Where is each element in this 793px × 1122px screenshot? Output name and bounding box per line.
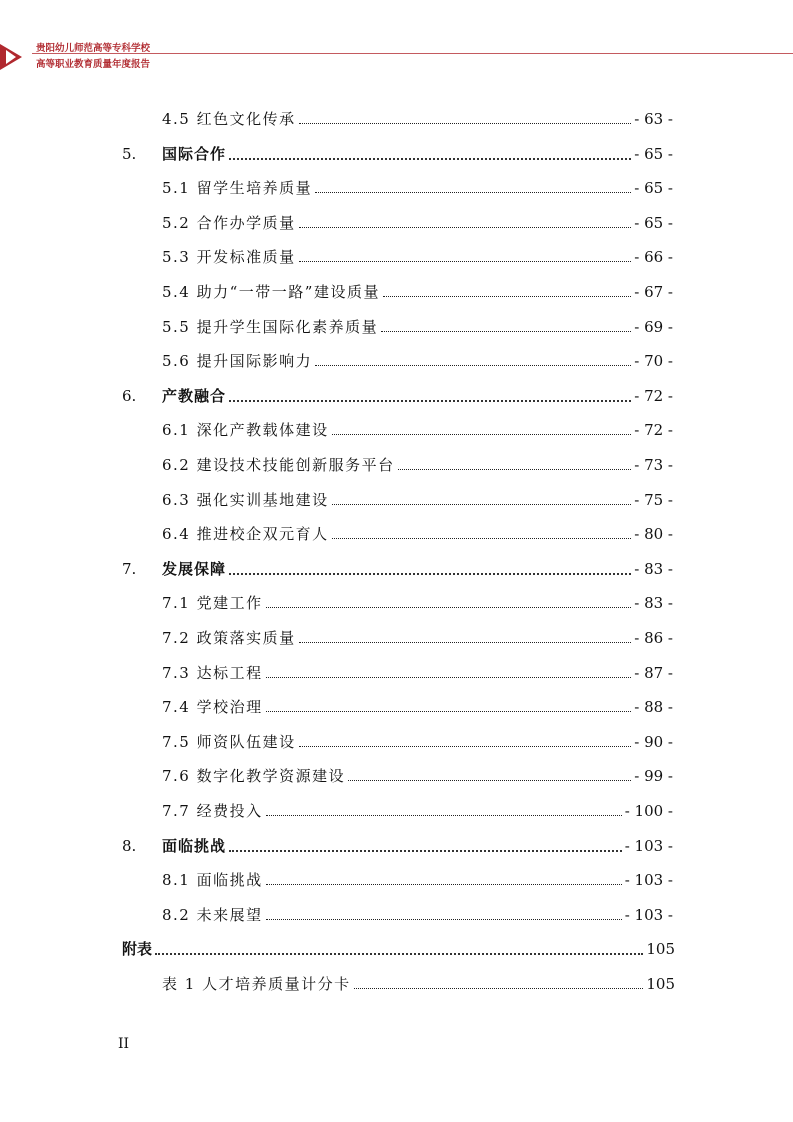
- toc-entry[interactable]: [162, 758, 673, 786]
- dot-leader: [299, 261, 632, 262]
- toc-page-number: - 65 -: [634, 179, 673, 198]
- toc-page-number: - 83 -: [634, 559, 673, 578]
- toc-chapter-number: 7.: [122, 559, 137, 578]
- toc-entry[interactable]: [162, 239, 673, 267]
- toc-entry[interactable]: [162, 689, 673, 717]
- toc-page-number: - 72 -: [634, 386, 673, 405]
- dot-leader: [332, 434, 632, 435]
- dot-leader: [266, 607, 632, 608]
- toc-title: 国际合作: [162, 144, 227, 163]
- toc-title: 5.6 提升国际影响力: [162, 352, 313, 371]
- page-header: [0, 38, 793, 74]
- toc-page-number: - 86 -: [634, 629, 673, 647]
- dot-leader: [266, 711, 632, 712]
- toc-entry[interactable]: [162, 724, 673, 752]
- toc-title: 5.2 合作办学质量: [162, 213, 296, 232]
- toc-entry[interactable]: [162, 793, 673, 821]
- toc-entry[interactable]: [162, 343, 673, 371]
- toc-entry[interactable]: [162, 966, 675, 994]
- dot-leader: [315, 192, 631, 193]
- toc-page-number: - 103 -: [624, 836, 673, 855]
- toc-title: 7.4 学校治理: [162, 698, 263, 717]
- toc-page-number: - 69 -: [634, 317, 673, 336]
- dot-leader: [348, 780, 631, 781]
- dot-leader: [266, 815, 622, 816]
- toc-entry[interactable]: [162, 516, 673, 544]
- dot-leader: [332, 538, 632, 539]
- dot-leader: [299, 227, 632, 228]
- toc-title: 6.1 深化产教载体建设: [162, 421, 329, 440]
- toc-page-number: - 73 -: [634, 456, 673, 474]
- toc-page-number: - 70 -: [634, 352, 673, 371]
- toc-title: 附表: [122, 940, 153, 959]
- toc-page-number: - 87 -: [634, 663, 673, 682]
- toc-page-number: - 99 -: [634, 767, 673, 786]
- toc-page-number: - 103 -: [624, 871, 673, 890]
- dot-leader: [266, 884, 622, 885]
- dot-leader: [229, 158, 631, 160]
- toc-page-number: - 83 -: [634, 594, 673, 613]
- toc-chapter-entry[interactable]: [122, 828, 673, 856]
- toc-entry[interactable]: [162, 101, 673, 129]
- toc-entry[interactable]: [162, 412, 673, 440]
- toc-title: 5.1 留学生培养质量: [162, 179, 313, 198]
- dot-leader: [266, 677, 632, 678]
- toc-title: 7.6 数字化教学资源建设: [162, 767, 346, 786]
- dot-leader: [229, 400, 631, 402]
- toc-page-number: - 75 -: [634, 490, 673, 509]
- toc-page-number: 105: [646, 975, 675, 993]
- toc-title: 8.2 未来展望: [162, 905, 263, 924]
- toc-title: 5.3 开发标准质量: [162, 248, 296, 267]
- toc-title: 6.2 建设技术技能创新服务平台: [162, 456, 395, 474]
- toc-entry[interactable]: [162, 309, 673, 337]
- toc-title: 5.5 提升学生国际化素养质量: [162, 317, 379, 336]
- dot-leader: [299, 746, 632, 747]
- dot-leader: [229, 850, 622, 852]
- toc-title: 7.1 党建工作: [162, 594, 263, 613]
- dot-leader: [354, 988, 644, 989]
- toc-entry[interactable]: [162, 897, 673, 925]
- toc-title: 面临挑战: [162, 836, 227, 855]
- report-title: 高等职业教育质量年度报告: [36, 59, 151, 70]
- toc-page-number: - 67 -: [634, 283, 673, 301]
- toc-page-number: - 90 -: [634, 732, 673, 751]
- toc-title: 5.4 助力“一带一路”建设质量: [162, 283, 380, 301]
- toc-entry[interactable]: [162, 655, 673, 683]
- dot-leader: [266, 919, 622, 920]
- toc-entry[interactable]: [162, 482, 673, 510]
- toc-title: 7.2 政策落实质量: [162, 629, 296, 647]
- toc-chapter-number: 6.: [122, 386, 137, 405]
- toc-page-number: - 66 -: [634, 248, 673, 267]
- page-number: II: [118, 1036, 130, 1052]
- dot-leader: [398, 469, 632, 470]
- toc-chapter-entry[interactable]: [122, 136, 673, 164]
- toc-page-number: - 103 -: [624, 905, 673, 924]
- dot-leader: [299, 642, 632, 643]
- toc-entry[interactable]: [162, 585, 673, 613]
- dot-leader: [299, 123, 632, 124]
- toc-entry[interactable]: [162, 274, 673, 302]
- toc-page-number: - 88 -: [634, 698, 673, 717]
- toc-page-number: 105: [646, 940, 675, 959]
- school-name: 贵阳幼儿师范高等专科学校: [36, 43, 151, 54]
- toc-entry[interactable]: [162, 862, 673, 890]
- dot-leader: [315, 365, 631, 366]
- toc-entry[interactable]: [162, 620, 673, 648]
- toc-chapter-entry[interactable]: [122, 378, 673, 406]
- toc-chapter-entry[interactable]: [122, 551, 673, 579]
- dot-leader: [381, 331, 631, 332]
- toc-entry[interactable]: [162, 205, 673, 233]
- toc-title: 6.4 推进校企双元育人: [162, 525, 329, 544]
- toc-page-number: - 80 -: [634, 525, 673, 544]
- toc-title: 7.5 师资队伍建设: [162, 732, 296, 751]
- toc-chapter-entry[interactable]: [122, 931, 675, 959]
- toc-title: 7.3 达标工程: [162, 663, 263, 682]
- toc-entry[interactable]: [162, 447, 673, 475]
- toc-chapter-number: 5.: [122, 144, 137, 163]
- toc-page-number: - 63 -: [634, 110, 673, 128]
- dot-leader: [155, 953, 643, 955]
- toc-page-number: - 72 -: [634, 421, 673, 440]
- dot-leader: [332, 504, 632, 505]
- toc-page-number: - 65 -: [634, 144, 673, 163]
- toc-title: 发展保障: [162, 559, 227, 578]
- toc-page-number: - 65 -: [634, 213, 673, 232]
- toc-chapter-number: 8.: [122, 836, 137, 855]
- toc-title: 6.3 强化实训基地建设: [162, 490, 329, 509]
- dot-leader: [383, 296, 631, 297]
- toc-title: 表 1 人才培养质量计分卡: [162, 975, 351, 993]
- toc-page-number: - 100 -: [624, 802, 673, 820]
- toc-entry[interactable]: [162, 170, 673, 198]
- toc-title: 产教融合: [162, 386, 227, 405]
- toc-title: 7.7 经费投入: [162, 802, 263, 820]
- toc-title: 4.5 红色文化传承: [162, 110, 296, 128]
- dot-leader: [229, 573, 631, 575]
- toc-title: 8.1 面临挑战: [162, 871, 263, 890]
- red-triangle-logo-icon: [0, 42, 32, 72]
